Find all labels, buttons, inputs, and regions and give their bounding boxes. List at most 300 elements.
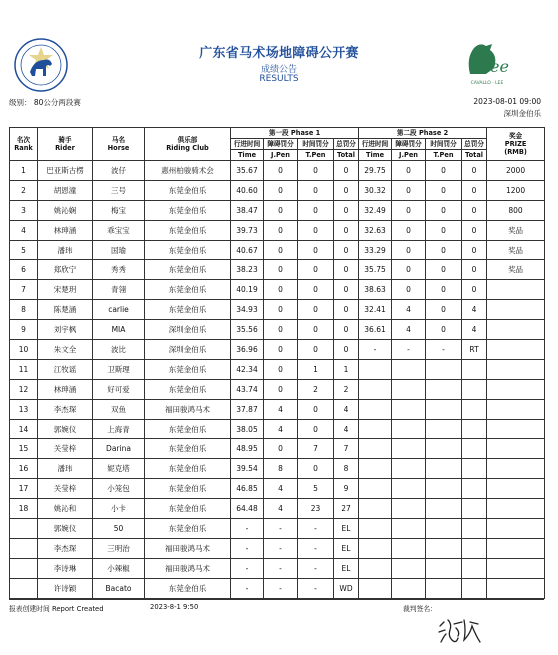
cell-p2-tpen (426, 479, 462, 499)
p2-tpen-cn: 时间罚分 (426, 139, 462, 150)
table-row (10, 479, 545, 499)
p2-total-en: Total (462, 150, 487, 161)
cell-rider: 李杰琛 (38, 538, 93, 558)
cell-horse: 秀秀 (93, 260, 145, 280)
col-rider: 骑手 Rider (38, 128, 93, 161)
cell-rank: 4 (10, 220, 38, 240)
cell-p1-time: 38.23 (231, 260, 264, 280)
cell-p2-total: 0 (462, 161, 487, 181)
cell-p1-time: - (231, 519, 264, 539)
cell-p2-tpen (426, 399, 462, 419)
cell-p1-time: 37.87 (231, 399, 264, 419)
table-row (10, 419, 545, 439)
cell-p2-tpen: 0 (426, 161, 462, 181)
cell-horse: MIA (93, 320, 145, 340)
cell-p2-time: - (359, 340, 392, 360)
cell-club: 东莞金伯乐 (145, 439, 231, 459)
report-created-label: 报表创建时间 Report Created (9, 605, 104, 613)
cell-p1-tpen: 0 (298, 459, 334, 479)
cell-p2-time: 32.49 (359, 200, 392, 220)
cell-p2-time (359, 439, 392, 459)
cell-p1-time: 40.19 (231, 280, 264, 300)
cell-rider: 李诗琳 (38, 558, 93, 578)
cell-p1-jpen: 0 (264, 320, 298, 340)
cell-p2-total (462, 459, 487, 479)
cell-rider: 刘宇枫 (38, 320, 93, 340)
cell-p2-tpen (426, 578, 462, 598)
cell-rank (10, 558, 38, 578)
cell-p1-total: EL (334, 519, 359, 539)
cell-horse: 卫斯理 (93, 359, 145, 379)
cell-p2-jpen (392, 519, 426, 539)
cell-p2-total: 0 (462, 280, 487, 300)
p1-tpen-en: T.Pen (298, 150, 334, 161)
cell-p1-time: 40.60 (231, 180, 264, 200)
cell-p2-jpen (392, 399, 426, 419)
cell-p2-total: 0 (462, 220, 487, 240)
cell-prize (487, 280, 545, 300)
cell-horse: 50 (93, 519, 145, 539)
cell-p2-total: 0 (462, 180, 487, 200)
cell-rank (10, 538, 38, 558)
p2-total-cn: 总罚分 (462, 139, 487, 150)
cell-horse: 好可爱 (93, 379, 145, 399)
cell-p2-tpen (426, 499, 462, 519)
cell-p1-time: 42.34 (231, 359, 264, 379)
cell-prize: 奖品 (487, 220, 545, 240)
cell-rider: 姚沁和 (38, 499, 93, 519)
cell-p1-tpen: 0 (298, 340, 334, 360)
cell-p2-tpen (426, 419, 462, 439)
cell-rank (10, 578, 38, 598)
cell-horse: 小笼包 (93, 479, 145, 499)
p2-time-cn: 行进时间 (359, 139, 392, 150)
cell-rider: 朱文全 (38, 340, 93, 360)
cell-p1-total: EL (334, 538, 359, 558)
phase2-header: 第二段 Phase 2 (359, 128, 487, 139)
cell-p1-total: 1 (334, 359, 359, 379)
cell-p2-time (359, 558, 392, 578)
cell-rank: 11 (10, 359, 38, 379)
cell-p2-total (462, 439, 487, 459)
cell-p2-tpen: 0 (426, 180, 462, 200)
col-prize: 奖金 PRIZE (RMB) (487, 128, 545, 161)
cell-p2-time (359, 578, 392, 598)
cell-horse: 三号 (93, 180, 145, 200)
cell-club: 东莞金伯乐 (145, 359, 231, 379)
cell-rider: 潘玮 (38, 459, 93, 479)
cell-rank: 14 (10, 419, 38, 439)
cell-club: 深圳金伯乐 (145, 340, 231, 360)
cell-rider: 郭婉仪 (38, 519, 93, 539)
cell-p2-time (359, 459, 392, 479)
cell-p1-time: 39.73 (231, 220, 264, 240)
p2-jpen-cn: 障碍罚分 (392, 139, 426, 150)
cell-p1-total: 9 (334, 479, 359, 499)
cell-p2-jpen: 4 (392, 320, 426, 340)
cell-prize (487, 538, 545, 558)
cell-rank: 8 (10, 300, 38, 320)
cell-p2-jpen: 0 (392, 220, 426, 240)
page-subtitle: 成绩公告 (260, 65, 297, 75)
cell-p2-time (359, 479, 392, 499)
cell-rider: 陈楚涵 (38, 300, 93, 320)
cell-horse: 国瑜 (93, 240, 145, 260)
cell-p2-time (359, 499, 392, 519)
table-row (10, 538, 545, 558)
table-row (10, 240, 545, 260)
cell-p2-time: 36.61 (359, 320, 392, 340)
cell-rider: 林珅涵 (38, 220, 93, 240)
cell-p1-time: 38.47 (231, 200, 264, 220)
p2-jpen-en: J.Pen (392, 150, 426, 161)
cell-p2-total (462, 538, 487, 558)
cell-p1-tpen: 0 (298, 280, 334, 300)
cell-club: 东莞金伯乐 (145, 459, 231, 479)
cell-prize: 奖品 (487, 260, 545, 280)
cell-p2-time: 32.63 (359, 220, 392, 240)
cell-p2-total (462, 399, 487, 419)
table-row (10, 220, 545, 240)
cell-club: 东莞金伯乐 (145, 240, 231, 260)
cell-p1-time: 40.67 (231, 240, 264, 260)
cell-rider: 巴亚斯古楞 (38, 161, 93, 181)
col-club: 俱乐部 Riding Club (145, 128, 231, 161)
cell-prize (487, 499, 545, 519)
cell-p2-tpen (426, 519, 462, 539)
cell-prize (487, 379, 545, 399)
cell-p2-time (359, 399, 392, 419)
cell-rider: 郑欣宁 (38, 260, 93, 280)
cell-p2-tpen (426, 538, 462, 558)
cell-p2-tpen: 0 (426, 240, 462, 260)
cell-prize (487, 300, 545, 320)
table-row (10, 280, 545, 300)
cell-p1-tpen: 23 (298, 499, 334, 519)
cell-p1-tpen: 0 (298, 220, 334, 240)
cell-p1-tpen: - (298, 578, 334, 598)
cell-club: 福田骏鸿马术 (145, 399, 231, 419)
cell-prize (487, 340, 545, 360)
cell-p1-jpen: - (264, 578, 298, 598)
report-created-time: 2023-8-1 9:50 (150, 603, 199, 611)
svg-text:CAVALLO · LEE: CAVALLO · LEE (470, 81, 504, 86)
cell-p2-time: 32.41 (359, 300, 392, 320)
table-row (10, 459, 545, 479)
cell-p1-time: 48.95 (231, 439, 264, 459)
p2-tpen-en: T.Pen (426, 150, 462, 161)
cell-p1-tpen: 5 (298, 479, 334, 499)
cell-rank: 7 (10, 280, 38, 300)
cell-p2-total (462, 359, 487, 379)
results-body (10, 161, 545, 599)
cell-rider: 郭婉仪 (38, 419, 93, 439)
cell-rider: 关莹梓 (38, 479, 93, 499)
cell-horse: 青翎 (93, 280, 145, 300)
cell-rider: 江牧谣 (38, 359, 93, 379)
cell-p2-jpen (392, 459, 426, 479)
cell-p1-total: 0 (334, 240, 359, 260)
table-row (10, 340, 545, 360)
cell-p2-total: 4 (462, 300, 487, 320)
footer-divider (9, 599, 544, 600)
cell-club: 深圳金伯乐 (145, 320, 231, 340)
cell-p1-jpen: 0 (264, 379, 298, 399)
cell-rank: 1 (10, 161, 38, 181)
cell-club: 东莞金伯乐 (145, 200, 231, 220)
cell-club: 福田骏鸿马术 (145, 558, 231, 578)
table-row (10, 200, 545, 220)
cell-p1-jpen: 0 (264, 161, 298, 181)
cell-rank: 13 (10, 399, 38, 419)
cell-rank: 12 (10, 379, 38, 399)
table-row (10, 578, 545, 598)
cell-p1-tpen: - (298, 519, 334, 539)
cell-rider: 林珅涵 (38, 379, 93, 399)
cell-p2-jpen (392, 558, 426, 578)
cell-club: 东莞金伯乐 (145, 519, 231, 539)
cell-p2-tpen (426, 439, 462, 459)
cell-p2-jpen: 0 (392, 200, 426, 220)
cell-p2-tpen: 0 (426, 200, 462, 220)
cell-p2-time: 29.75 (359, 161, 392, 181)
cell-club: 东莞金伯乐 (145, 499, 231, 519)
cell-horse: Bacato (93, 578, 145, 598)
cell-p1-total: 8 (334, 459, 359, 479)
cell-prize (487, 459, 545, 479)
cell-p2-jpen (392, 419, 426, 439)
cell-p1-time: 34.93 (231, 300, 264, 320)
cell-horse: carlie (93, 300, 145, 320)
cell-p2-tpen (426, 558, 462, 578)
cell-club: 东莞金伯乐 (145, 419, 231, 439)
cell-p2-tpen: 0 (426, 260, 462, 280)
cell-p2-time (359, 519, 392, 539)
cell-p1-jpen: 4 (264, 399, 298, 419)
cell-horse: 乖宝宝 (93, 220, 145, 240)
cell-p2-jpen (392, 578, 426, 598)
cell-p1-tpen: 0 (298, 260, 334, 280)
cell-p2-tpen: 0 (426, 220, 462, 240)
cell-p1-total: 0 (334, 180, 359, 200)
table-row (10, 161, 545, 181)
cell-p2-time (359, 359, 392, 379)
cell-p2-jpen (392, 538, 426, 558)
cell-rank: 3 (10, 200, 38, 220)
p1-total-cn: 总罚分 (334, 139, 359, 150)
p1-time-cn: 行进时间 (231, 139, 264, 150)
cell-p2-jpen (392, 379, 426, 399)
cell-club: 东莞金伯乐 (145, 479, 231, 499)
cell-p1-total: 0 (334, 220, 359, 240)
cell-horse: 上海青 (93, 419, 145, 439)
p1-time-en: Time (231, 150, 264, 161)
cell-horse: Darina (93, 439, 145, 459)
cell-p1-jpen: - (264, 538, 298, 558)
table-row (10, 379, 545, 399)
cell-prize (487, 519, 545, 539)
cell-p2-total (462, 419, 487, 439)
cell-p1-tpen: 2 (298, 379, 334, 399)
table-row (10, 320, 545, 340)
cell-p1-jpen: 0 (264, 359, 298, 379)
cell-rank: 15 (10, 439, 38, 459)
cell-p1-total: 0 (334, 200, 359, 220)
cell-rider: 姚沁娴 (38, 200, 93, 220)
cell-p1-jpen: - (264, 558, 298, 578)
cell-p2-time: 30.32 (359, 180, 392, 200)
cell-p2-time: 35.75 (359, 260, 392, 280)
cell-p2-tpen: 0 (426, 280, 462, 300)
p1-total-en: Total (334, 150, 359, 161)
cell-p1-total: 0 (334, 280, 359, 300)
cell-rider: 宋楚玥 (38, 280, 93, 300)
results-table (9, 127, 545, 599)
cell-p2-jpen: 0 (392, 180, 426, 200)
cell-p1-jpen: 0 (264, 280, 298, 300)
cell-p1-jpen: 0 (264, 300, 298, 320)
cell-rank: 2 (10, 180, 38, 200)
table-row (10, 519, 545, 539)
cell-p2-tpen: - (426, 340, 462, 360)
cell-p1-tpen: - (298, 558, 334, 578)
cell-rank: 6 (10, 260, 38, 280)
cell-p1-tpen: 0 (298, 200, 334, 220)
col-horse: 马名 Horse (93, 128, 145, 161)
cell-rank: 10 (10, 340, 38, 360)
cell-p1-time: 64.48 (231, 499, 264, 519)
cell-p2-jpen: 0 (392, 260, 426, 280)
table-row (10, 399, 545, 419)
cell-p1-time: 46.85 (231, 479, 264, 499)
cell-p1-jpen: - (264, 519, 298, 539)
page-title: 广东省马术场地障碍公开赛 (199, 46, 359, 61)
cell-p1-time: - (231, 538, 264, 558)
cell-club: 惠州柏骏骑术会 (145, 161, 231, 181)
cell-rider: 李杰琛 (38, 399, 93, 419)
table-row (10, 359, 545, 379)
page-subtitle-en: RESULTS (259, 74, 299, 84)
cell-horse: 三明治 (93, 538, 145, 558)
cell-p1-tpen: 0 (298, 399, 334, 419)
cell-p2-time (359, 379, 392, 399)
cell-horse: 梅宝 (93, 200, 145, 220)
phase1-header: 第一段 Phase 1 (231, 128, 359, 139)
cell-p1-time: 35.67 (231, 161, 264, 181)
cell-p2-total (462, 558, 487, 578)
cell-rank: 16 (10, 459, 38, 479)
cell-rider: 许诗颖 (38, 578, 93, 598)
cell-p1-tpen: 0 (298, 419, 334, 439)
cell-prize: 2000 (487, 161, 545, 181)
event-datetime: 2023-08-01 09:00 (473, 97, 541, 106)
cell-prize (487, 399, 545, 419)
cell-prize (487, 359, 545, 379)
table-row (10, 558, 545, 578)
cell-club: 东莞金伯乐 (145, 300, 231, 320)
col-rank: 名次 Rank (10, 128, 38, 161)
cell-p1-jpen: 4 (264, 419, 298, 439)
cavallo-lee-logo (456, 38, 518, 88)
cell-p2-total: 4 (462, 320, 487, 340)
cell-p1-tpen: 0 (298, 320, 334, 340)
cell-p1-time: - (231, 558, 264, 578)
cell-p1-total: 7 (334, 439, 359, 459)
cell-p2-jpen: 4 (392, 300, 426, 320)
table-row (10, 260, 545, 280)
cell-p1-jpen: 0 (264, 260, 298, 280)
cell-p1-total: 0 (334, 300, 359, 320)
cell-p1-jpen: 0 (264, 180, 298, 200)
cell-p2-total: 0 (462, 200, 487, 220)
cell-horse: 小辣椒 (93, 558, 145, 578)
cell-p2-tpen (426, 379, 462, 399)
cell-rider: 潘玮 (38, 240, 93, 260)
cell-club: 东莞金伯乐 (145, 280, 231, 300)
cell-p2-jpen (392, 479, 426, 499)
referee-signature (436, 614, 486, 648)
cell-p1-jpen: 4 (264, 479, 298, 499)
p1-jpen-en: J.Pen (264, 150, 298, 161)
cell-p2-total: 0 (462, 240, 487, 260)
cell-p2-time (359, 538, 392, 558)
cell-club: 东莞金伯乐 (145, 260, 231, 280)
cell-horse: 双鱼 (93, 399, 145, 419)
cell-p1-time: 38.05 (231, 419, 264, 439)
p1-jpen-cn: 障碍罚分 (264, 139, 298, 150)
cell-prize (487, 479, 545, 499)
cell-p2-total: RT (462, 340, 487, 360)
cell-p2-total (462, 578, 487, 598)
cell-p1-jpen: 0 (264, 200, 298, 220)
cell-horse: 波比 (93, 340, 145, 360)
table-row (10, 499, 545, 519)
cell-p1-jpen: 8 (264, 459, 298, 479)
cell-p2-time (359, 419, 392, 439)
cell-p2-time: 38.63 (359, 280, 392, 300)
svg-text:ee: ee (490, 57, 509, 76)
cell-p1-total: 0 (334, 340, 359, 360)
cell-p1-jpen: 0 (264, 439, 298, 459)
cell-club: 福田骏鸿马术 (145, 538, 231, 558)
cell-prize (487, 439, 545, 459)
cell-rank (10, 519, 38, 539)
event-venue: 深圳金伯乐 (503, 109, 541, 118)
cell-prize (487, 558, 545, 578)
cell-p2-total (462, 479, 487, 499)
cell-p1-total: WD (334, 578, 359, 598)
cell-prize (487, 578, 545, 598)
cell-rank: 9 (10, 320, 38, 340)
referee-signature-label: 裁判签名： (403, 605, 437, 613)
cell-p2-tpen: 0 (426, 320, 462, 340)
cell-club: 东莞金伯乐 (145, 578, 231, 598)
cell-p1-jpen: 4 (264, 499, 298, 519)
cell-p1-tpen: 1 (298, 359, 334, 379)
cell-p1-jpen: 0 (264, 240, 298, 260)
cell-p1-tpen: 0 (298, 300, 334, 320)
cell-p2-tpen (426, 459, 462, 479)
cell-p1-jpen: 0 (264, 220, 298, 240)
cell-p1-total: 2 (334, 379, 359, 399)
cell-p1-time: 35.56 (231, 320, 264, 340)
cell-p2-total (462, 379, 487, 399)
cell-rider: 胡恩潼 (38, 180, 93, 200)
cell-prize: 1200 (487, 180, 545, 200)
cell-p1-total: 0 (334, 320, 359, 340)
table-row (10, 300, 545, 320)
cell-club: 东莞金伯乐 (145, 220, 231, 240)
